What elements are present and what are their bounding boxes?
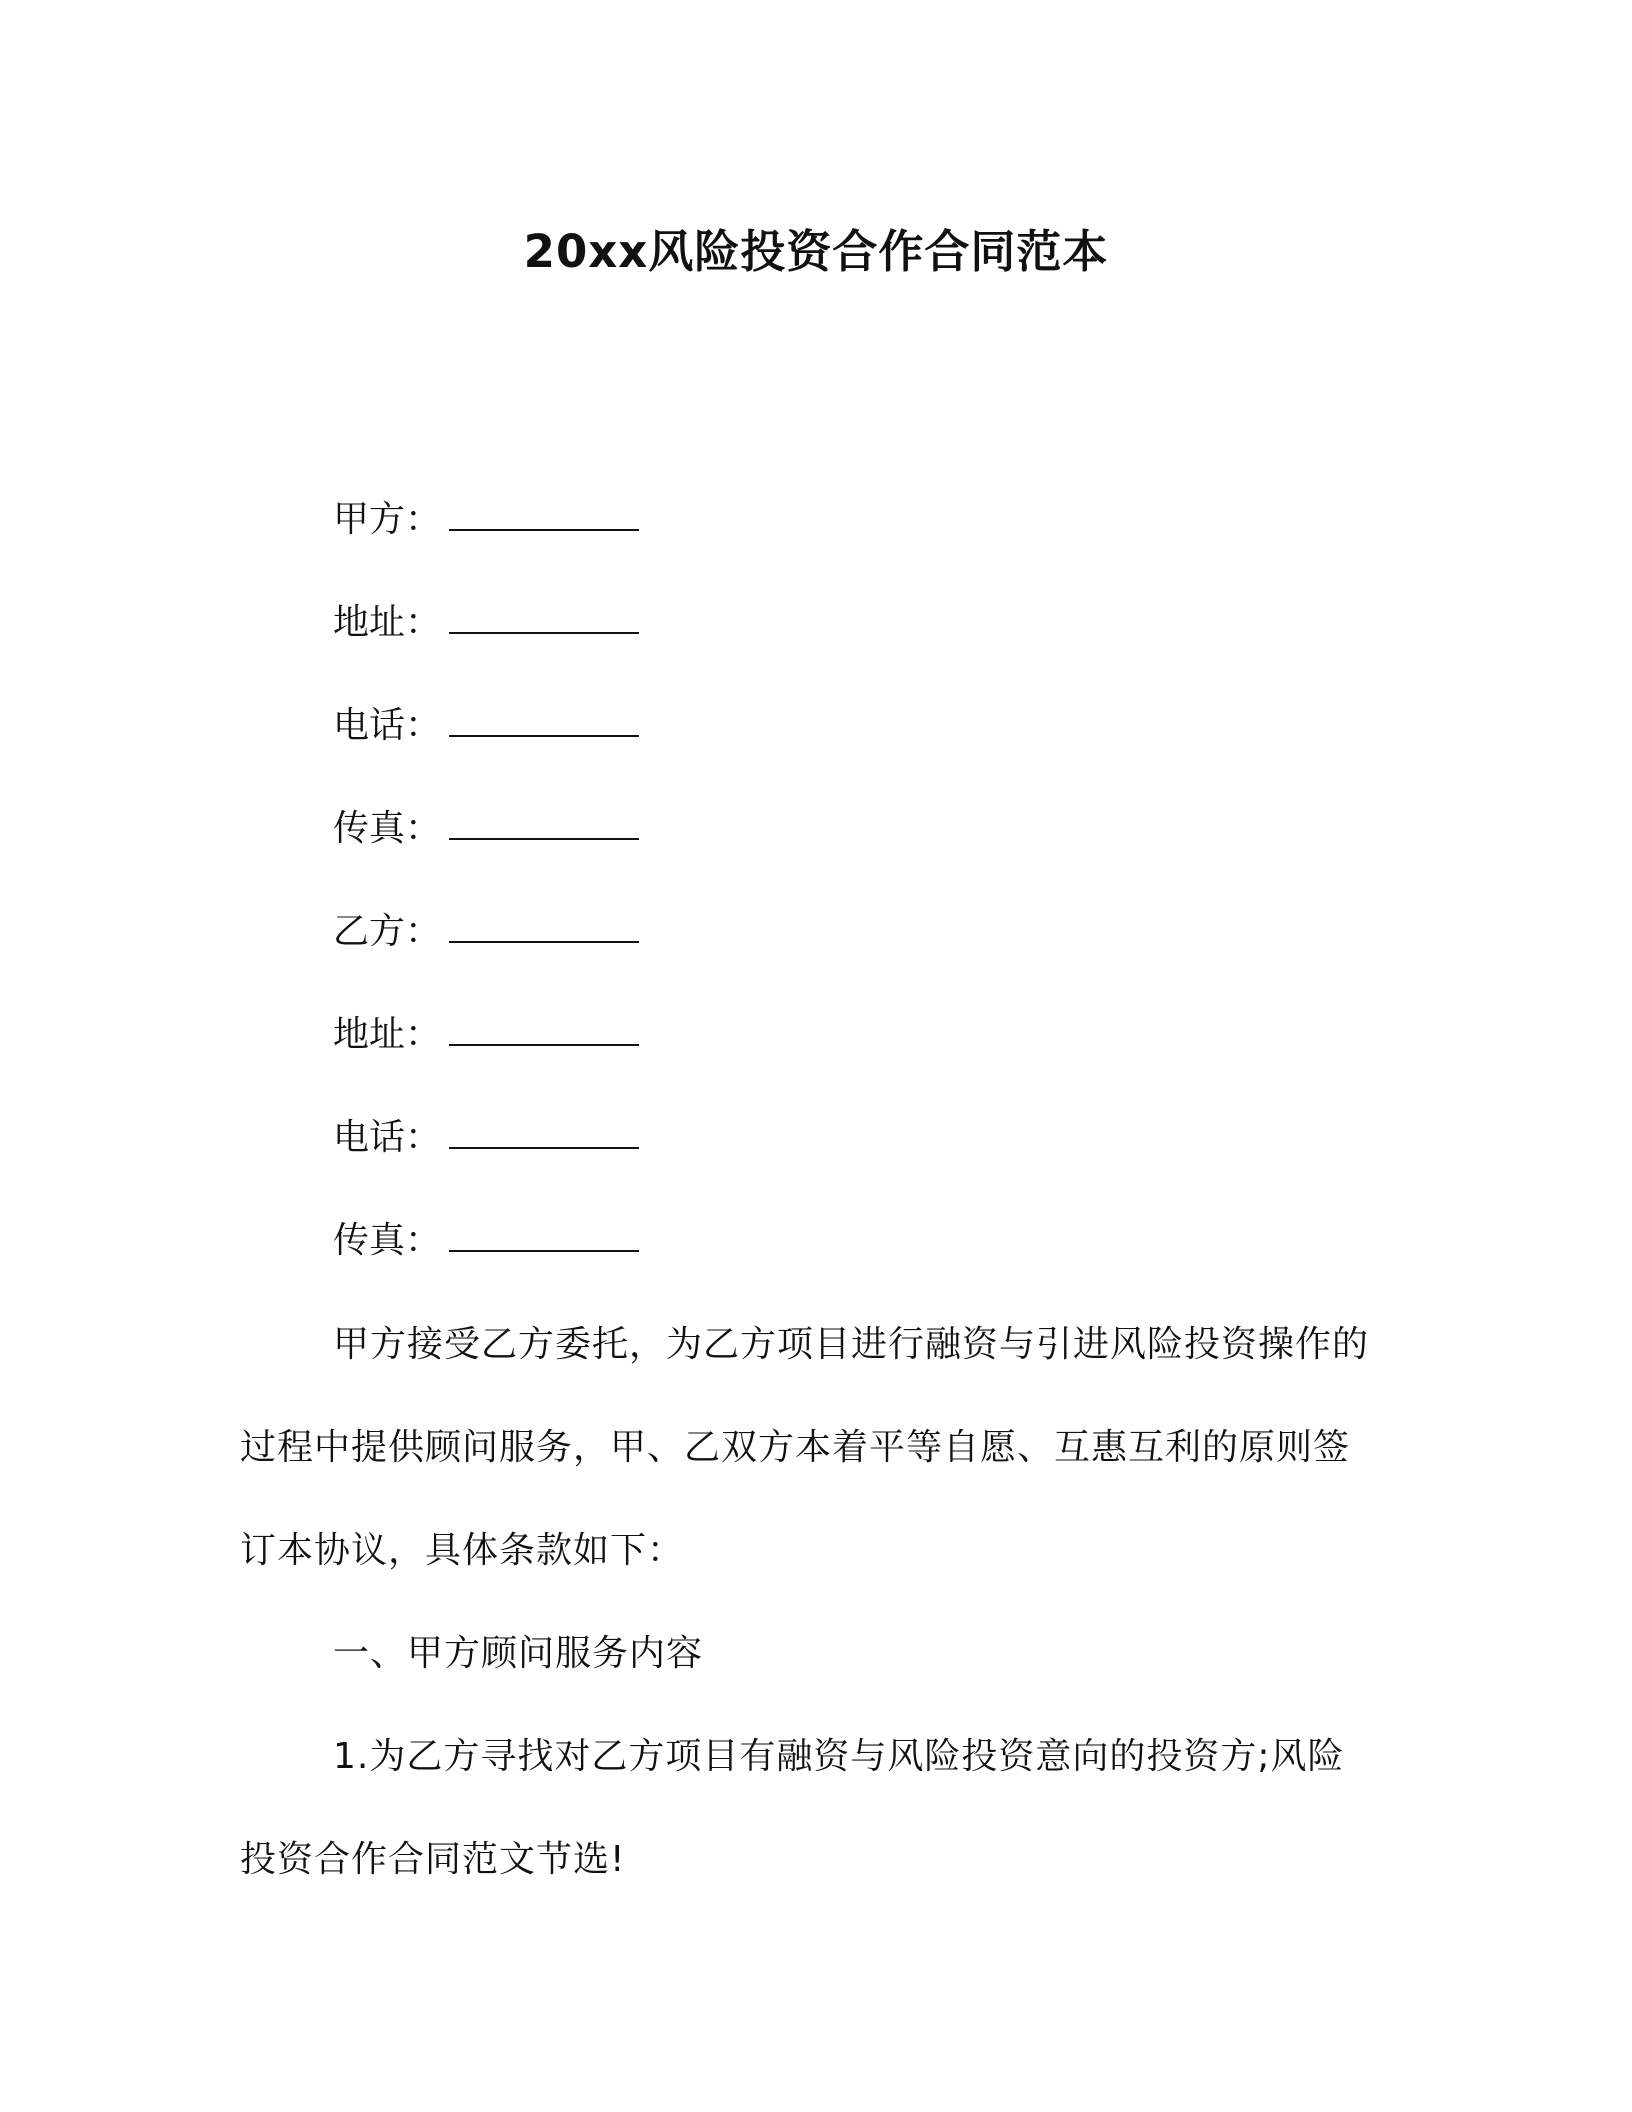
party-b-fax-field (333, 1216, 639, 1266)
fill-in-blank (449, 1010, 639, 1046)
document-title: 20xx风险投资合作合同范本 (523, 225, 1109, 278)
section-heading: 一、甲方顾问服务内容 (333, 1633, 704, 1674)
intro-paragraph: 甲方接受乙方委托，为乙方项目进行融资与引进风险投资操作的过程中提供顾问服务，甲、乙双方本着平等自愿、互惠互利的原则签订本协议，具体条款如下： (240, 1324, 1370, 1571)
fill-in-blank (449, 1113, 639, 1149)
party-b-name-field (333, 907, 639, 957)
party-a-address-field (333, 598, 639, 648)
fill-in-blank (449, 598, 639, 634)
party-b-address-field (333, 1010, 639, 1060)
party-a-phone-field (333, 701, 639, 751)
field-label: 乙方： (333, 911, 442, 952)
fill-in-blank (449, 907, 639, 943)
field-label: 地址： (333, 1014, 442, 1055)
field-label: 甲方： (333, 499, 442, 540)
party-b-phone-field (333, 1113, 639, 1163)
field-label: 地址： (333, 602, 442, 643)
field-label: 传真： (333, 808, 442, 849)
fill-in-blank (449, 1216, 639, 1252)
party-a-fax-field (333, 804, 639, 854)
fill-in-blank (449, 495, 639, 531)
party-a-name-field (333, 495, 639, 545)
field-label: 电话： (333, 705, 442, 746)
field-label: 传真： (333, 1220, 442, 1261)
clause-item-1: 1.为乙方寻找对乙方项目有融资与风险投资意向的投资方;风险投资合作合同范文节选! (240, 1736, 1345, 1880)
fill-in-blank (449, 701, 639, 737)
fill-in-blank (449, 804, 639, 840)
field-label: 电话： (333, 1117, 442, 1158)
